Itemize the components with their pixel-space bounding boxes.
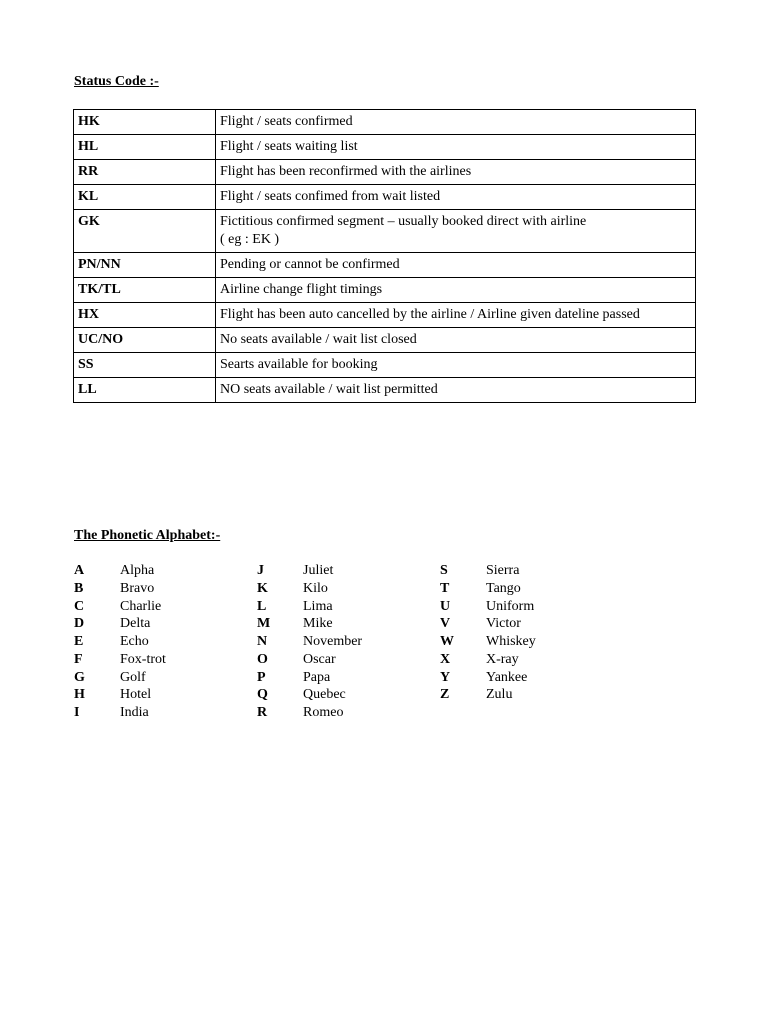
status-row xyxy=(74,210,696,253)
alphabet-letter: X xyxy=(440,651,451,667)
status-code-cell: UC/NO xyxy=(74,328,216,353)
status-row xyxy=(74,253,696,278)
status-description-cell xyxy=(216,253,696,278)
alphabet-code-word: Kilo xyxy=(303,580,328,596)
alphabet-letter: O xyxy=(257,651,268,667)
status-row xyxy=(74,135,696,160)
alphabet-code-word: Sierra xyxy=(486,563,520,578)
alphabet-code-word: Oscar xyxy=(303,651,336,667)
alphabet-code-word: Echo xyxy=(120,634,149,649)
alphabet-letter: V xyxy=(440,616,451,632)
status-description-line: Airline change flight timings xyxy=(220,282,383,297)
status-description-cell xyxy=(216,110,696,135)
status-row xyxy=(74,110,696,135)
alphabet-code-word: Tango xyxy=(486,580,521,596)
status-code-cell: KL xyxy=(74,185,216,210)
status-description-line: Flight / seats waiting list xyxy=(220,139,358,154)
status-code-cell: HX xyxy=(74,303,216,328)
alphabet-letter: U xyxy=(440,598,451,614)
status-description-cell xyxy=(216,185,696,210)
alphabet-letter: H xyxy=(74,687,85,703)
status-row xyxy=(74,278,696,303)
status-code-cell: LL xyxy=(74,378,216,403)
status-row xyxy=(74,185,696,210)
alphabet-code-word: Victor xyxy=(486,616,521,632)
alphabet-code-word: Bravo xyxy=(120,580,155,596)
status-description-cell xyxy=(216,353,696,378)
alphabet-code-word: Zulu xyxy=(486,687,513,703)
alphabet-letter: F xyxy=(74,651,83,667)
alphabet-letter: N xyxy=(257,634,268,649)
alphabet-letter: G xyxy=(74,669,85,685)
status-description-line: No seats available / wait list closed xyxy=(220,332,417,347)
status-description-line: ( eg : EK ) xyxy=(220,232,280,247)
status-code-cell: HL xyxy=(74,135,216,160)
alphabet-letter: C xyxy=(74,598,85,614)
status-description-line: Flight has been auto cancelled by the airline / Airline given dateline passed xyxy=(220,307,640,322)
alphabet-letter: Y xyxy=(440,669,451,685)
alphabet-code-word: Mike xyxy=(303,616,333,632)
alphabet-letter: I xyxy=(74,705,80,720)
alphabet-code-word: Juliet xyxy=(303,563,334,578)
status-description-line: Flight / seats confirmed xyxy=(220,114,353,129)
alphabet-letter: B xyxy=(74,580,84,596)
alphabet-letter: Z xyxy=(440,687,450,703)
alphabet-code-word: Hotel xyxy=(120,687,152,703)
alphabet-letter: R xyxy=(257,705,268,720)
alphabet-code-word: Papa xyxy=(303,669,331,685)
status-description-cell xyxy=(216,278,696,303)
status-description-cell xyxy=(216,135,696,160)
status-code-table-body xyxy=(74,110,696,403)
status-description-line: Flight has been reconfirmed with the airlines xyxy=(220,164,472,179)
alphabet-letter: K xyxy=(257,580,268,596)
status-description-cell xyxy=(216,160,696,185)
status-description-line: NO seats available / wait list permitted xyxy=(220,382,438,397)
phonetic-alphabet-heading: The Phonetic Alphabet:- xyxy=(74,528,221,543)
status-row xyxy=(74,353,696,378)
alphabet-letter: D xyxy=(74,616,85,632)
alphabet-letter: A xyxy=(74,563,85,578)
status-row xyxy=(74,303,696,328)
alphabet-letter: L xyxy=(257,598,267,614)
alphabet-code-word: Charlie xyxy=(120,598,162,614)
alphabet-code-word: X-ray xyxy=(486,651,519,667)
alphabet-code-word: Uniform xyxy=(486,598,535,614)
alphabet-code-word: India xyxy=(120,705,149,720)
status-row xyxy=(74,378,696,403)
alphabet-code-word: Romeo xyxy=(303,705,344,720)
alphabet-letter: Q xyxy=(257,687,268,703)
alphabet-letter: E xyxy=(74,634,84,649)
alphabet-letter: W xyxy=(440,634,454,649)
status-row xyxy=(74,328,696,353)
alphabet-letter: M xyxy=(257,616,271,632)
status-row xyxy=(74,160,696,185)
status-description-line: Flight / seats confimed from wait listed xyxy=(220,189,441,204)
alphabet-code-word: Golf xyxy=(120,669,146,685)
status-code-cell: SS xyxy=(74,353,216,378)
status-description-line: Searts available for booking xyxy=(220,357,378,372)
status-description-line: Fictitious confirmed segment – usually booked direct with airline xyxy=(220,214,587,229)
alphabet-code-word: Alpha xyxy=(120,563,155,578)
status-description-line: Pending or cannot be confirmed xyxy=(220,257,400,272)
status-code-cell: GK xyxy=(74,210,216,253)
status-description-cell xyxy=(216,328,696,353)
status-description-cell xyxy=(216,303,696,328)
status-code-cell: RR xyxy=(74,160,216,185)
alphabet-letter: P xyxy=(257,669,266,685)
status-code-heading: Status Code :- xyxy=(74,74,159,89)
alphabet-code-word: Whiskey xyxy=(486,634,536,649)
alphabet-code-word: Fox-trot xyxy=(120,651,166,667)
alphabet-code-word: Delta xyxy=(120,616,151,632)
alphabet-letter: J xyxy=(257,563,264,578)
alphabet-letter: T xyxy=(440,580,450,596)
status-description-cell xyxy=(216,210,696,253)
status-code-cell: TK/TL xyxy=(74,278,216,303)
alphabet-code-word: Lima xyxy=(303,598,333,614)
status-code-cell: HK xyxy=(74,110,216,135)
alphabet-code-word: November xyxy=(303,634,363,649)
status-code-cell: PN/NN xyxy=(74,253,216,278)
alphabet-letter: S xyxy=(440,563,448,578)
status-code-table xyxy=(73,109,696,403)
alphabet-code-word: Yankee xyxy=(486,669,528,685)
status-description-cell xyxy=(216,378,696,403)
alphabet-code-word: Quebec xyxy=(303,687,346,703)
